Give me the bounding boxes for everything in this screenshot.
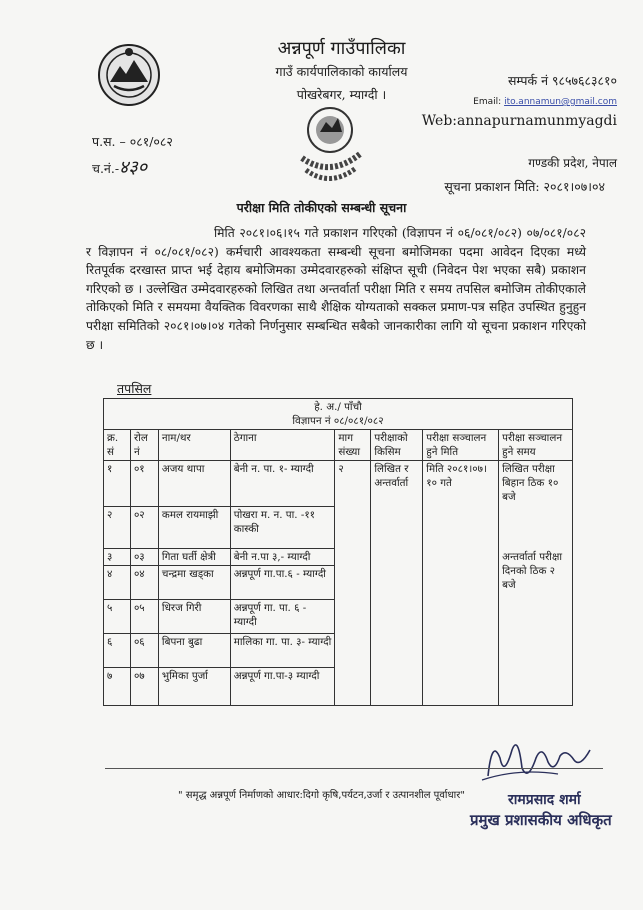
cell-sn: २ xyxy=(104,507,131,549)
office-location: पोखरेबगर, म्याग्दी । xyxy=(296,87,387,102)
cell-sn: १ xyxy=(104,461,131,507)
notice-subject: परीक्षा मिति तोकीएको सम्बन्धी सूचना xyxy=(236,200,407,215)
email-link[interactable]: ito.annamun@gmail.com xyxy=(504,97,617,107)
cell-address: बेनी न.पा ३,- म्याग्दी xyxy=(230,549,335,566)
cell-name: भुमिका पुर्जा xyxy=(158,668,230,706)
header-demand: माग संख्या xyxy=(335,430,371,461)
cell-sn: ५ xyxy=(104,600,131,634)
post-level: हे. अ./ पाँचौ xyxy=(314,401,362,413)
cell-roll: ०७ xyxy=(130,668,158,706)
signer-name: रामप्रसाद शर्मा xyxy=(508,792,581,808)
cell-name: अजय थापा xyxy=(158,461,230,507)
header-address: ठेगाना xyxy=(230,430,335,461)
dispatch-number: ४३० xyxy=(119,157,148,178)
cell-exam-type: लिखित र अन्तर्वार्ता xyxy=(371,461,423,706)
cell-demand: २ xyxy=(335,461,371,706)
table-row xyxy=(104,461,573,507)
cell-exam-date: मिति २०८१।०७।१० गते xyxy=(423,461,499,706)
header-exam-time: परीक्षा सञ्चालन हुने समय xyxy=(499,430,573,461)
cell-address: बेनी न. पा. १- म्याग्दी xyxy=(230,461,335,507)
cell-address: मालिका गा. पा. ३- म्याग्दी xyxy=(230,634,335,668)
cell-roll: ०३ xyxy=(130,549,158,566)
cell-sn: ३ xyxy=(104,549,131,566)
email-label: Email: xyxy=(473,97,502,107)
cell-roll: ०१ xyxy=(130,461,158,507)
advertisement-number: विज्ञापन नं ०८/०८१/०८२ xyxy=(292,415,384,427)
footer-divider xyxy=(105,768,603,769)
signature-icon xyxy=(478,728,598,788)
cell-sn: ७ xyxy=(104,668,131,706)
email-line xyxy=(473,97,617,107)
cell-time-written: लिखित परीक्षा बिहान ठिक १० बजे xyxy=(499,461,573,549)
phone-number: सम्पर्क नं ९८५७६८३८१० xyxy=(507,73,617,88)
header-exam-date: परीक्षा सञ्चालन हुने मिति xyxy=(423,430,499,461)
table-header-row xyxy=(104,430,573,461)
candidate-table xyxy=(103,398,573,706)
office-seal-icon xyxy=(290,96,370,192)
cell-roll: ०४ xyxy=(130,566,158,600)
schedule-heading: तपसिल xyxy=(117,381,152,396)
dispatch-label: च.नं.- xyxy=(92,161,120,176)
header-roll: रोल नं xyxy=(130,430,158,461)
cell-address: अन्नपूर्ण गा.पा-३ म्याग्दी xyxy=(230,668,335,706)
cell-name: धिरज गिरी xyxy=(158,600,230,634)
notice-publish-date: सूचना प्रकाशन मिति: २०८१।०७।०४ xyxy=(444,179,605,194)
cell-name: चन्द्रमा खड्का xyxy=(158,566,230,600)
table-caption xyxy=(104,399,573,430)
cell-sn: ६ xyxy=(104,634,131,668)
cell-roll: ०६ xyxy=(130,634,158,668)
cell-name: कमल रायमाझी xyxy=(158,507,230,549)
header-name: नाम/थर xyxy=(158,430,230,461)
dispatch-number-line xyxy=(92,155,147,179)
municipality-name: अन्नपूर्ण गाउँपालिका xyxy=(277,38,406,59)
signer-title: प्रमुख प्रशासकीय अधिकृत xyxy=(470,811,612,829)
cell-roll: ०५ xyxy=(130,600,158,634)
website: Web:annapurnamunmyagdi xyxy=(421,113,617,129)
cell-name: गिता घर्ती क्षेत्री xyxy=(158,549,230,566)
header-sn: क्र. सं xyxy=(104,430,131,461)
cell-time-interview: अन्तर्वार्ता परीक्षा दिनको ठिक २ बजे xyxy=(499,549,573,706)
notice-body: मिति २०८१।०६।१५ गते प्रकाशन गरिएको (विज्ञापन नं ०६/०८१/०८२) ०७/०८१/०८२ र विज्ञापन नं ०८/०८१/०८२) कर्मचारी आवश्यकता सम्बन्धी सूचना बमोजिमका पदमा आवेदन दिएका मध्ये रितपूर्वक दरखास्त प्राप्त भई देहाय बमोजिमका उम्मेदवारहरुको संक्षिप्त सूची (निवेदन पेश भएका सबै) प्रकाशन गरिएको छ । उल्लेखित उम्मेदवारहरुको लिखित तथा अन्तर्वार्ता परीक्षा मिति र समय तपसिल बमोजिम तोकीएकाले तोकिएको मिति र समयमा वैयक्तिक विवरणका साथै शैक्षिक योग्यताको सक्कल प्रमाण-पत्र सहित उपस्थित हुनुहुन परीक्षा समितिको २०८१।०७।०४ गतेको निर्णनुसार सम्बन्धित सबैको जानकारीका लागि यो सूचना प्रकाशन गरिएको छ । xyxy=(86,226,586,352)
cell-address: अन्नपूर्ण गा. पा. ६ - म्याग्दी xyxy=(230,600,335,634)
cell-address: अन्नपूर्ण गा.पा.६ - म्याग्दी xyxy=(230,566,335,600)
cell-sn: ४ xyxy=(104,566,131,600)
cell-roll: ०२ xyxy=(130,507,158,549)
reference-number: प.स. – ०८१/०८२ xyxy=(92,134,173,149)
header-exam-type: परीक्षाको किसिम xyxy=(371,430,423,461)
cell-address: पोखरा म. न. पा. -११ कास्की xyxy=(230,507,335,549)
municipality-slogan: " समृद्ध अन्नपूर्ण निर्माणको आधार:दिगो कृषि,पर्यटन,उर्जा र उत्पानशील पूर्वाधार" xyxy=(178,790,465,801)
cell-name: बिपना बुढा xyxy=(158,634,230,668)
office-name: गाउँ कार्यपालिकाको कार्यालय xyxy=(275,64,408,79)
province-name: गण्डकी प्रदेश, नेपाल xyxy=(528,156,617,170)
